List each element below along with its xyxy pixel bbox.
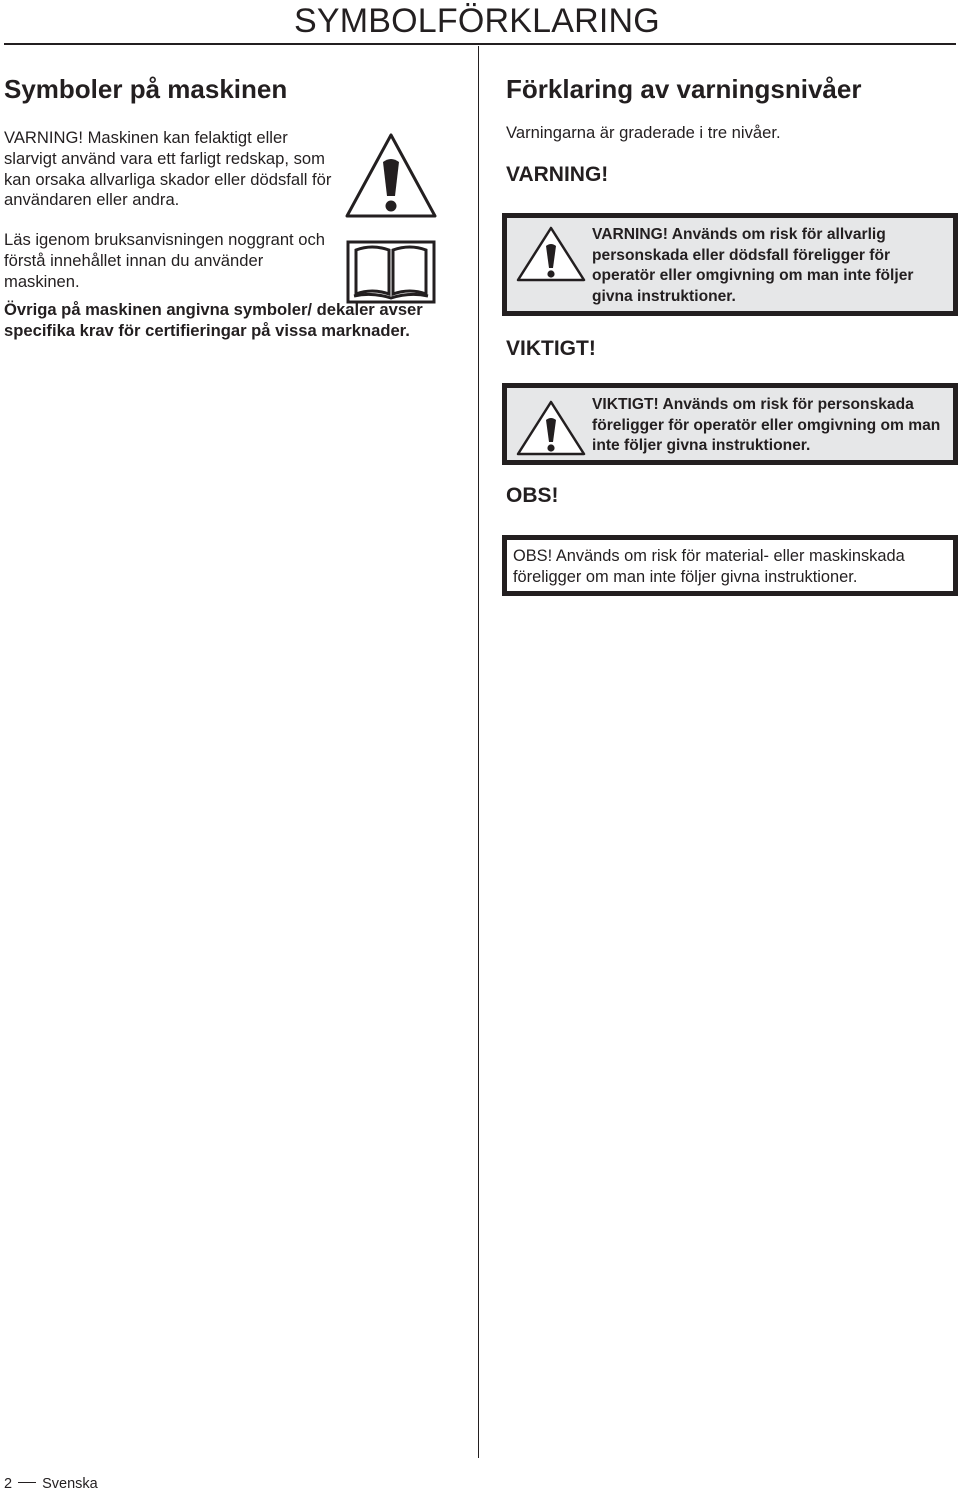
warning-triangle-icon xyxy=(514,398,588,458)
page-title: SYMBOLFÖRKLARING xyxy=(294,2,660,40)
page-header xyxy=(0,0,960,46)
warning-triangle-icon xyxy=(343,130,439,220)
warning-paragraph: VARNING! Maskinen kan felaktigt eller slarvigt använd vara ett farligt redskap, som kan orsaka allvarliga skador eller dödsfall för användaren eller andra. xyxy=(4,128,332,210)
page-footer xyxy=(4,1476,98,1492)
levels-intro: Varningarna är graderade i tre nivåer. xyxy=(506,123,781,142)
notice-lead-viktigt: VIKTIGT! xyxy=(592,396,659,413)
notice-box-varning xyxy=(502,213,958,316)
level-label-obs: OBS! xyxy=(506,484,559,507)
other-symbols-paragraph: Övriga på maskinen angivna symboler/ dekaler avser specifika krav för certifieringar på vissa marknader. xyxy=(4,300,423,340)
notice-lead-varning: VARNING! xyxy=(592,226,668,243)
warning-triangle-icon xyxy=(514,224,588,284)
footer-dash xyxy=(18,1482,36,1483)
open-book-icon xyxy=(346,240,436,304)
notice-body-varning: Används om risk för allvarlig personskada eller dödsfall föreligger för operatör eller omgivning om man inte följer givna instruktioner. xyxy=(592,226,914,305)
notice-box-obs xyxy=(502,535,958,596)
notice-box-viktigt xyxy=(502,383,958,465)
section-heading-symbols: Symboler på maskinen xyxy=(4,74,288,104)
notice-text-varning xyxy=(592,225,954,307)
section-heading-warning-levels: Förklaring av varningsnivåer xyxy=(506,74,862,104)
page-number: 2 xyxy=(4,1476,13,1492)
manual-paragraph: Läs igenom bruksanvisningen noggrant och förstå innehållet innan du använder maskinen. xyxy=(4,230,326,291)
level-label-viktigt: VIKTIGT! xyxy=(506,337,596,360)
level-label-varning: VARNING! xyxy=(506,163,609,186)
notice-body-viktigt: Används om risk för personskada föreligger för operatör eller omgivning om man inte följer givna instruktioner. xyxy=(592,396,941,455)
header-rule xyxy=(4,43,956,45)
notice-lead-obs: OBS! xyxy=(513,547,553,565)
notice-text-obs xyxy=(513,546,953,587)
footer-language: Svenska xyxy=(42,1476,98,1492)
notice-body-obs: Används om risk för material- eller maskinskada föreligger om man inte följer givna instruktioner. xyxy=(513,547,905,586)
notice-text-viktigt xyxy=(592,395,954,457)
column-divider xyxy=(478,46,479,1458)
